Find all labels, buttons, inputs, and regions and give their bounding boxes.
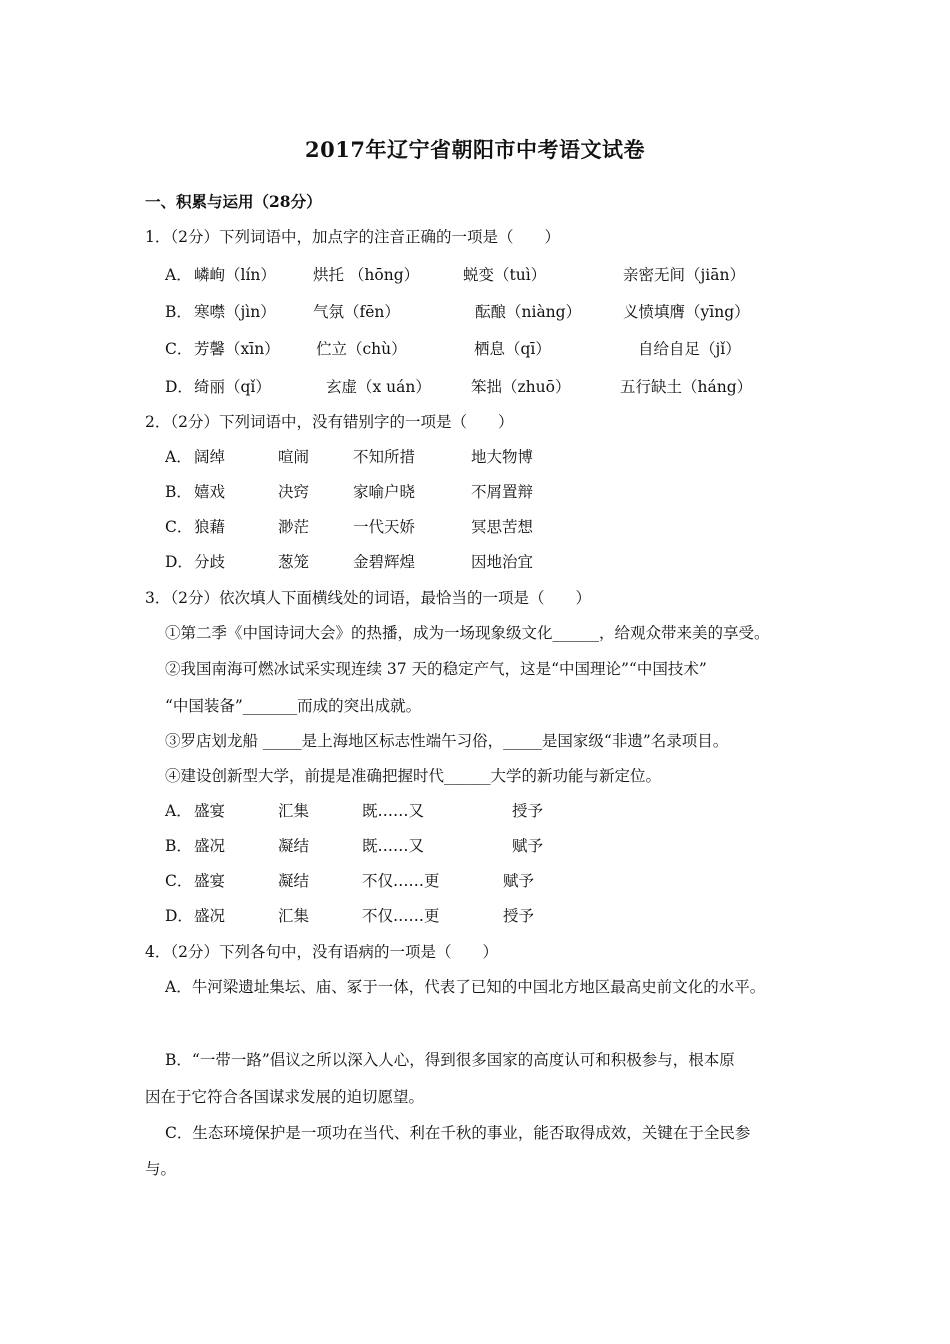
q2-option-d-item: 葱笼 — [278, 553, 310, 571]
q1-option-b-item: 气氛（fēn） — [313, 303, 400, 321]
q1-option-d-item: 笨拙（zhuō） — [471, 378, 571, 396]
q3-option-c-item: 不仅……更 — [362, 872, 440, 890]
q2-option-c-letter: C． — [165, 518, 193, 536]
q3-sentence-1: ①第二季《中国诗词大会》的热播，成为一场现象级文化______，给观众带来美的享受。 — [165, 624, 770, 642]
q3-option-c-item: 凝结 — [278, 872, 310, 890]
question-2-stem: 2．（2分）下列词语中，没有错别字的一项是（ ） — [145, 413, 514, 431]
q3-option-d-letter: D． — [165, 907, 193, 925]
q1-option-d-item: 玄虚（x uán） — [326, 378, 431, 396]
q3-option-b-item: 凝结 — [278, 837, 310, 855]
q4-option-c: C．生态环境保护是一项功在当代、利在千秋的事业，能否取得成效，关键在于全民参 — [165, 1124, 751, 1142]
q3-option-a-item: 盛宴 — [194, 802, 226, 820]
q3-option-d-item: 不仅……更 — [362, 907, 440, 925]
q3-option-a-item: 汇集 — [278, 802, 310, 820]
q1-option-d-item: 绮丽（qǐ） — [194, 378, 271, 396]
question-3-stem: 3．（2分）依次填人下面横线处的词语，最恰当的一项是（ ） — [145, 589, 591, 607]
q3-option-b-item: 既……又 — [362, 837, 425, 855]
q1-option-c-item: 自给自足（jǐ） — [638, 340, 741, 358]
q1-option-a-item: 烘托 （hōng） — [313, 266, 420, 284]
q3-option-c-item: 赋予 — [503, 872, 535, 890]
q1-option-b-letter: B． — [165, 303, 192, 321]
q1-option-c-item: 伫立（chù） — [316, 340, 407, 358]
q2-option-a-item: 喧闹 — [278, 448, 310, 466]
page-title: 2017年辽宁省朝阳市中考语文试卷 — [305, 137, 645, 162]
q3-option-a-letter: A． — [165, 802, 192, 820]
q2-option-a-item: 不知所措 — [353, 448, 416, 466]
q3-sentence-4: ④建设创新型大学，前提是准确把握时代______大学的新功能与新定位。 — [165, 767, 662, 785]
q3-option-a-item: 既……又 — [362, 802, 425, 820]
q3-option-a-item: 授予 — [512, 802, 544, 820]
q2-option-d-letter: D． — [165, 553, 193, 571]
q3-option-d-item: 汇集 — [278, 907, 310, 925]
q2-option-a-letter: A． — [165, 448, 192, 466]
q2-option-b-item: 嬉戏 — [194, 483, 226, 501]
q3-sentence-3: ③罗店划龙船 _____是上海地区标志性端午习俗，_____是国家级“非遗”名录项目。 — [165, 732, 729, 750]
q3-option-d-item: 授予 — [503, 907, 535, 925]
q2-option-b-item: 不屑置辩 — [471, 483, 534, 501]
q2-option-a-item: 地大物博 — [471, 448, 534, 466]
q1-option-b-item: 寒噤（jìn） — [194, 303, 276, 321]
q3-option-b-letter: B． — [165, 837, 192, 855]
q1-option-a-letter: A． — [165, 266, 192, 284]
q2-option-b-item: 决窍 — [278, 483, 310, 501]
question-1-stem: 1．（2分）下列词语中，加点字的注音正确的一项是（ ） — [145, 228, 560, 246]
q1-option-d-item: 五行缺土（háng） — [620, 378, 753, 396]
q2-option-d-item: 因地治宜 — [471, 553, 534, 571]
q2-option-b-item: 家喻户晓 — [353, 483, 416, 501]
section-heading: 一、积累与运用（28分） — [145, 192, 322, 211]
q3-option-c-letter: C． — [165, 872, 193, 890]
q3-sentence-2: ②我国南海可燃冰试采实现连续 37 天的稳定产气，这是“中国理论”“中国技术” — [165, 660, 707, 678]
q1-option-b-item: 酝酿（niàng） — [475, 303, 582, 321]
q1-option-a-item: 亲密无间（jiān） — [623, 266, 745, 284]
q3-option-c-item: 盛宴 — [194, 872, 226, 890]
q4-option-a: A．牛河梁遗址集坛、庙、冢于一体，代表了已知的中国北方地区最高史前文化的水平。 — [165, 978, 766, 996]
q2-option-d-item: 金碧辉煌 — [353, 553, 416, 571]
q2-option-d-item: 分歧 — [194, 553, 226, 571]
q1-option-d-letter: D． — [165, 378, 193, 396]
question-4-stem: 4．（2分）下列各句中，没有语病的一项是（ ） — [145, 943, 498, 961]
q2-option-c-item: 冥思苦想 — [471, 518, 534, 536]
q4-option-b-continued: 因在于它符合各国谋求发展的迫切愿望。 — [145, 1088, 425, 1106]
q4-option-c-continued: 与。 — [145, 1160, 177, 1178]
q1-option-a-item: 嶙峋（lín） — [194, 266, 276, 284]
q1-option-c-letter: C． — [165, 340, 193, 358]
q3-option-b-item: 赋予 — [512, 837, 544, 855]
q2-option-c-item: 渺茫 — [278, 518, 310, 536]
q1-option-c-item: 栖息（qī） — [474, 340, 551, 358]
q2-option-c-item: 狼藉 — [194, 518, 226, 536]
q3-sentence-2-continued: “中国装备”_______而成的突出成就。 — [165, 697, 422, 715]
q2-option-b-letter: B． — [165, 483, 192, 501]
q2-option-a-item: 阔绰 — [194, 448, 226, 466]
q4-option-b: B．“一带一路”倡议之所以深入人心，得到很多国家的高度认可和积极参与，根本原 — [165, 1051, 735, 1069]
q1-option-b-item: 义愤填膺（yīng） — [623, 303, 750, 321]
q3-option-d-item: 盛况 — [194, 907, 226, 925]
q1-option-c-item: 芳馨（xīn） — [194, 340, 280, 358]
q1-option-a-item: 蜕变（tuì） — [463, 266, 547, 284]
q2-option-c-item: 一代天娇 — [353, 518, 416, 536]
q3-option-b-item: 盛况 — [194, 837, 226, 855]
